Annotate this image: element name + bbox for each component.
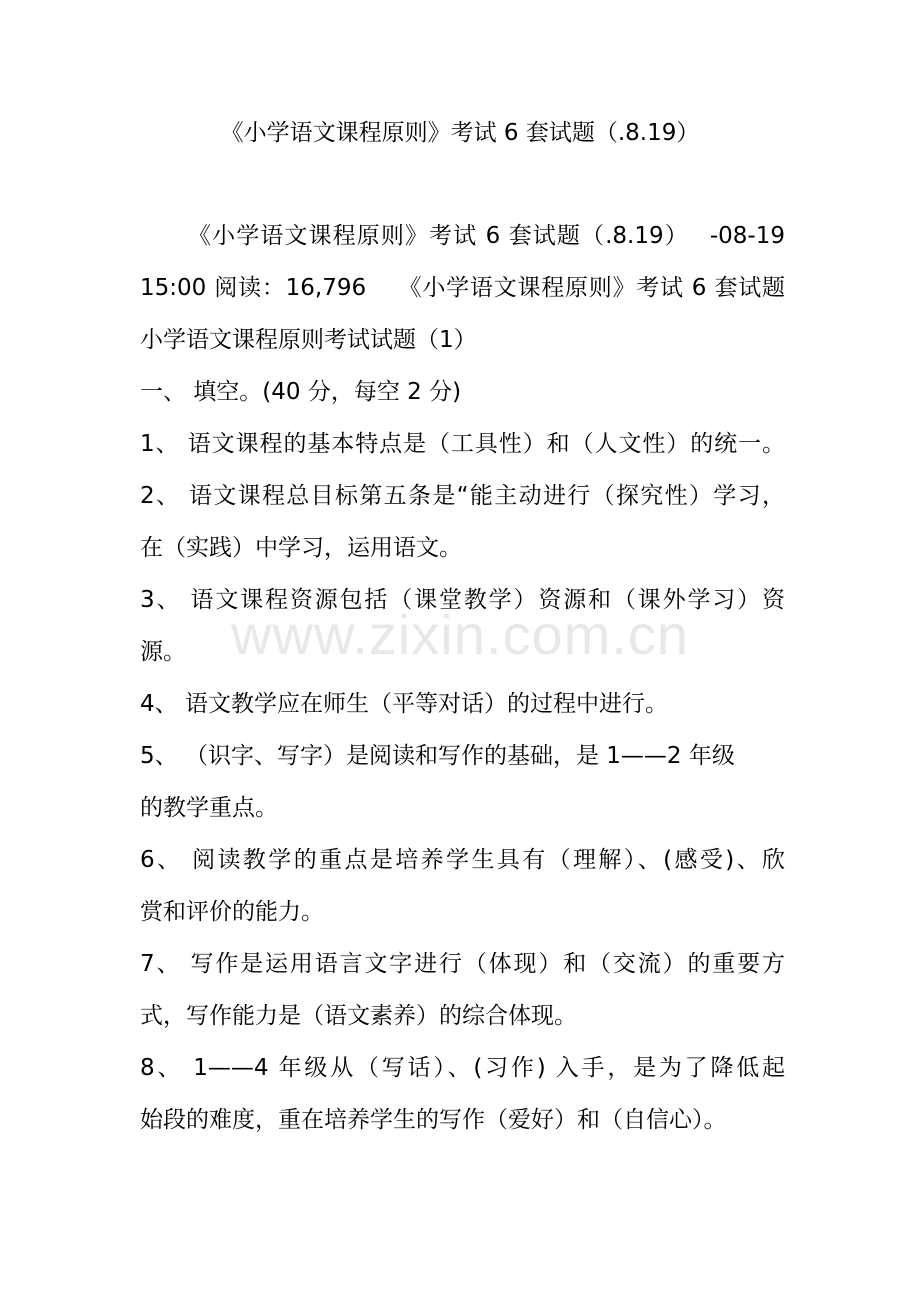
question-5-line-2: 的教学重点。 xyxy=(140,795,278,821)
question-1: 1、 语文课程的基本特点是（工具性）和（人文性）的统一。 xyxy=(140,431,785,457)
question-8-line-1: 8、 1——4 年级从（写话）、(习作) 入手，是为了降低起 xyxy=(140,1055,785,1081)
question-2-line-1: 2、 语文课程总目标第五条是“能主动进行（探究性）学习， xyxy=(140,483,785,509)
document-body xyxy=(140,218,785,1154)
question-6-line-2: 赏和评价的能力。 xyxy=(140,899,324,925)
question-3-line-1: 3、 语文课程资源包括（课堂教学）资源和（课外学习）资 xyxy=(140,587,785,613)
question-4: 4、 语文教学应在师生（平等对话）的过程中进行。 xyxy=(140,691,668,717)
question-8-line-2: 始段的难度，重在培养学生的写作（爱好）和（自信心）。 xyxy=(140,1107,727,1133)
question-3-line-2: 源。 xyxy=(140,639,186,665)
article-meta-line: 15:00 阅读：16,796 《小学语文课程原则》考试 6 套试题 xyxy=(140,275,785,301)
section-heading: 一、 填空。(40 分，每空 2 分) xyxy=(140,379,462,405)
question-5-line-1: 5、 （识字、写字）是阅读和写作的基础，是 1——2 年级 xyxy=(140,743,735,769)
question-2-line-2: 在（实践）中学习，运用语文。 xyxy=(140,535,462,561)
article-header-line: 《小学语文课程原则》考试 6 套试题（.8.19） -08-19 xyxy=(188,223,785,249)
question-7-line-1: 7、 写作是运用语言文字进行（体现）和（交流）的重要方 xyxy=(140,951,785,977)
exam-title-line: 小学语文课程原则考试试题（1） xyxy=(140,327,477,353)
question-7-line-2: 式，写作能力是（语文素养）的综合体现。 xyxy=(140,1003,577,1029)
document-title: 《小学语文课程原则》考试 6 套试题（.8.19） xyxy=(220,120,700,146)
question-6-line-1: 6、 阅读教学的重点是培养学生具有（理解）、(感受)、欣 xyxy=(140,847,785,873)
watermark-text: www.zixin.com.cn xyxy=(231,603,689,666)
